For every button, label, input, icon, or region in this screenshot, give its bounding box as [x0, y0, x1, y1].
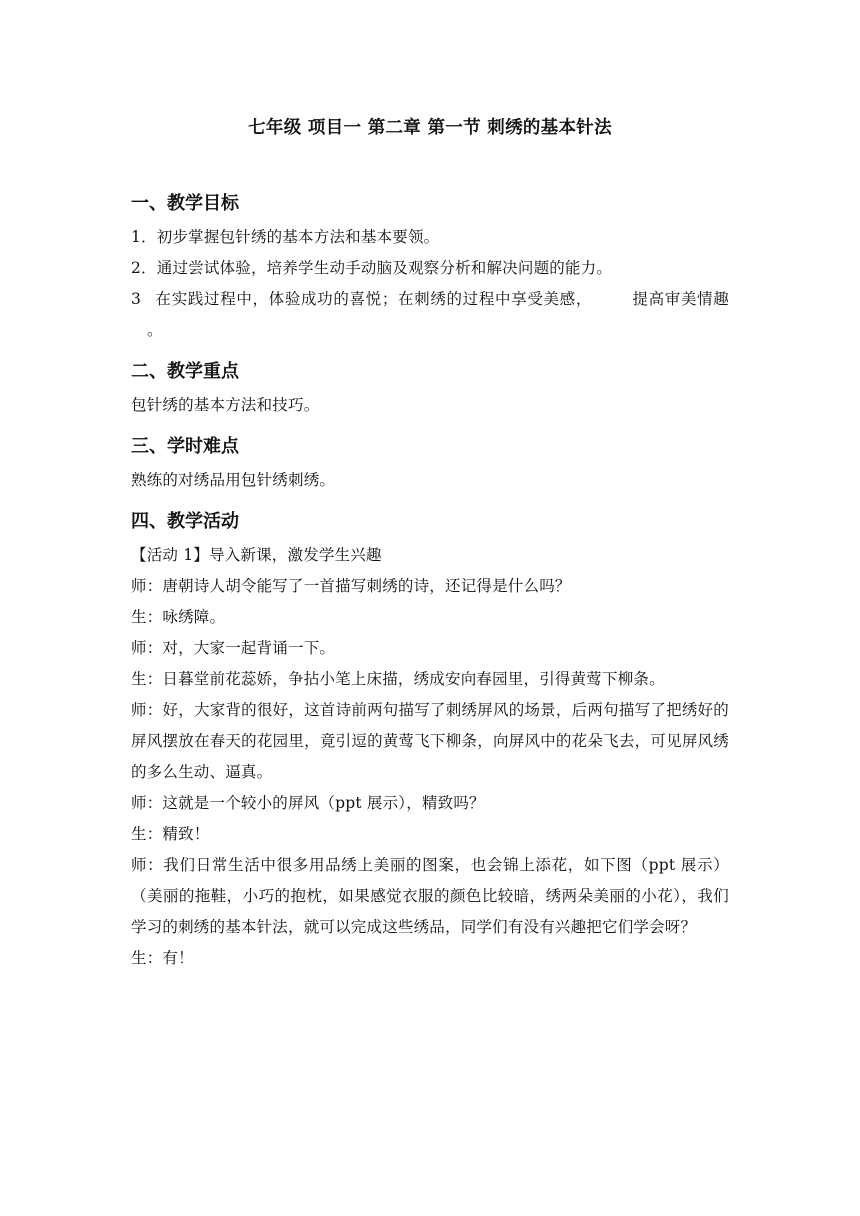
objective-item-2: 2．通过尝试体验，培养学生动手动脑及观察分析和解决问题的能力。 [131, 259, 613, 277]
dialogue-line: 生：有！ [131, 949, 194, 967]
activity-title: 【活动 1】导入新课，激发学生兴趣 [131, 546, 382, 564]
key-points-text: 包针绣的基本方法和技巧。 [131, 396, 320, 414]
objective-item-3-text-b: 提高审美情趣 [632, 290, 729, 308]
dialogue-line: 师：唐朝诗人胡令能写了一首描写刺绣的诗，还记得是什么吗？ [131, 577, 571, 595]
section-heading-difficulties: 三、学时难点 [131, 436, 239, 457]
objective-item-3 [131, 284, 729, 346]
section-heading-key-points: 二、教学重点 [131, 361, 239, 382]
dialogue-line: 师：这就是一个较小的屏风（ppt 展示），精致吗？ [131, 794, 485, 812]
dialogue-line: 生：日暮堂前花蕊娇，争拈小笔上床描，绣成安向春园里，引得黄莺下柳条。 [131, 670, 665, 688]
objective-item-1: 1．初步掌握包针绣的基本方法和基本要领。 [131, 228, 440, 246]
dialogue-line: 师：我们日常生活中很多用品绣上美丽的图案，也会锦上添花，如下图（ppt 展示）（美丽的拖鞋，小巧的抱枕，如果感觉衣服的颜色比较暗，绣两朵美丽的小花），我们学习的刺绣的基本针法，就可以完成这些绣品，同学们有没有兴趣把它们学会呀？ [131, 856, 729, 936]
dialogue-line: 师：对，大家一起背诵一下。 [131, 639, 336, 657]
difficulties-text: 熟练的对绣品用包针绣刺绣。 [131, 471, 336, 489]
section-heading-objectives: 一、教学目标 [131, 193, 239, 214]
document-body [131, 100, 729, 974]
objective-item-3-number: 3 [131, 290, 142, 308]
objective-item-3-end: 。 [147, 321, 163, 339]
dialogue-line: 生：精致！ [131, 825, 210, 843]
dialogue-line: 生：咏绣障。 [131, 608, 226, 626]
section-heading-activities: 四、教学活动 [131, 511, 239, 532]
page-title: 七年级 项目一 第二章 第一节 刺绣的基本针法 [248, 118, 612, 138]
objective-item-3-text-a: 在实践过程中，体验成功的喜悦；在刺绣的过程中享受美感， [155, 290, 592, 308]
dialogue-line: 师：好，大家背的很好，这首诗前两句描写了刺绣屏风的场景，后两句描写了把绣好的屏风摆放在春天的花园里，竟引逗的黄莺飞下柳条，向屏风中的花朵飞去，可见屏风绣的多么生动、逼真。 [131, 701, 729, 781]
